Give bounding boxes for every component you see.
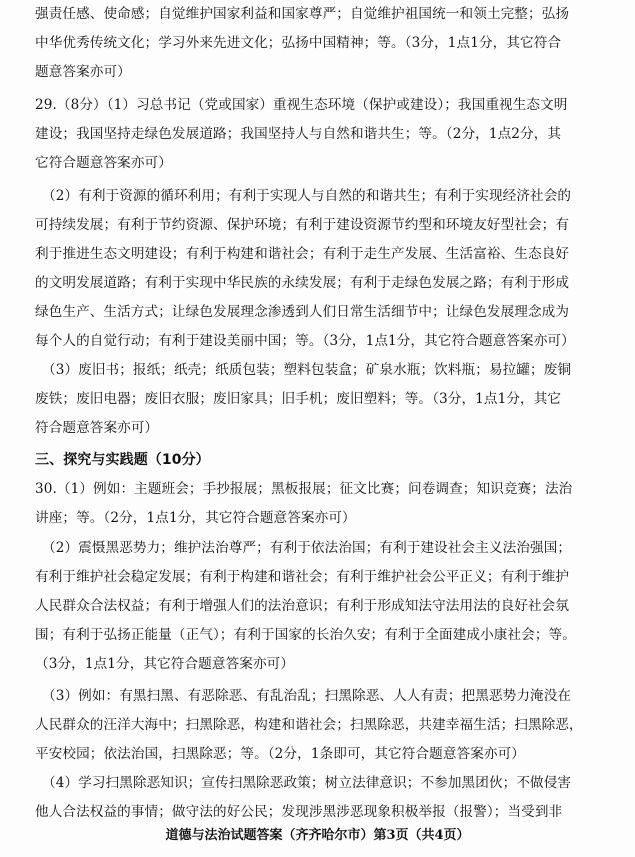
text-line: 人民群众的汪洋大海中；扫黑除恶，构建和谐社会；扫黑除恶，共建幸福生活；扫黑除恶， (35, 717, 583, 733)
section-heading: 三、探究与实践题（10分） (35, 452, 210, 468)
page-footer: 道德与法治试题答案（齐齐哈尔市）第3页（共4页） (165, 828, 470, 843)
text-line: 废铁；废旧电器；废旧衣服；废旧家具；旧手机；废旧塑料；等。（3分，1点1分，其它 (35, 391, 562, 407)
text-line: 绿色生产、生活方式；让绿色发展理念渗透到人们日常生活细节中；让绿色发展理念成为 (35, 304, 570, 320)
text-line: 强责任感、使命感；自觉维护国家利益和国家尊严；自觉维护祖国统一和领土完整；弘扬 (35, 6, 570, 22)
text-line: 讲座；等。（2分，1点1分，其它符合题意答案亦可） (35, 510, 356, 526)
text-line: 题意答案亦可） (35, 64, 131, 80)
text-line: 每个人的自觉行动；有利于建设美丽中国；等。（3分，1点1分，其它符合题意答案亦可） (35, 333, 575, 349)
text-line: （2）有利于资源的循环利用；有利于实现人与自然的和谐共生；有利于实现经济社会的 (42, 188, 572, 204)
text-line: 可持续发展；有利于节约资源、保护环境；有利于建设资源节约型和环境友好型社会；有 (35, 217, 570, 233)
question-30-title: 30.（1）例如：主题班会；手抄报展；黑板报展；征文比赛；问卷调查；知识竞赛；法治 (35, 481, 573, 497)
text-line: 建设；我国坚持走绿色发展道路；我国坚持人与自然和谐共生；等。（2分，1点2分，其 (35, 126, 562, 142)
text-line: 平安校园；依法治国，扫黑除恶；等。（2分，1条即可，其它符合题意答案亦可） (35, 746, 525, 762)
text-line: （3）废旧书；报纸；纸壳；纸质包装；塑料包装盒；矿泉水瓶；饮料瓶；易拉罐；废铜 (42, 362, 572, 378)
text-line: 中华优秀传统文化；学习外来先进文化；弘扬中国精神；等。（3分，1点1分，其它符合 (35, 35, 562, 51)
text-line: 有利于维护社会稳定发展；有利于构建和谐社会；有利于维护社会公平正义；有利于维护 (35, 569, 570, 585)
text-line: 他人合法权益的事情；做守法的好公民；发现涉黑涉恶现象积极举报（报警）；当受到非 (35, 804, 563, 820)
text-line: （2）震慑黑恶势力；维护法治尊严；有利于依法治国；有利于建设社会主义法治强国； (42, 540, 572, 556)
text-line: 围；有利于弘扬正能量（正气）；有利于国家的长治久安；有利于全面建成小康社会；等。 (35, 627, 576, 643)
text-line: （3分，1点1分，其它符合题意答案亦可） (35, 656, 295, 672)
text-line: 符合题意答案亦可） (35, 420, 159, 436)
question-29-title: 29.（8分）（1）习总书记（党或国家）重视生态环境（保护或建设）；我国重视生态文明 (35, 97, 568, 113)
text-line: 的文明发展道路；有利于实现中华民族的永续发展；有利于走绿色发展之路；有利于形成 (35, 275, 570, 291)
text-line: 人民群众合法权益；有利于增强人们的法治意识；有利于形成知法守法用法的良好社会氛 (35, 598, 570, 614)
text-line: 它符合题意答案亦可） (35, 155, 172, 171)
text-line: 利于推进生态文明建设；有利于构建和谐社会；有利于走生产发展、生活富裕、生态良好 (35, 246, 570, 262)
text-line: （4）学习扫黑除恶知识；宣传扫黑除恶政策；树立法律意识；不参加黑团伙；不做侵害 (42, 775, 572, 791)
text-line: （3）例如：有黑扫黑、有恶除恶、有乱治乱；扫黑除恶、人人有责；把黑恶势力淹没在 (42, 688, 572, 704)
